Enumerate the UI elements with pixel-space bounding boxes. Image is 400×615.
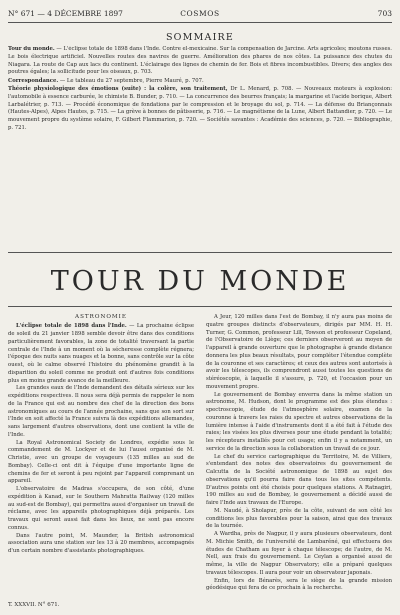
summary-lead: Tour du monde. [8, 46, 55, 52]
page-number: 703 [377, 9, 392, 18]
article-paragraph: Le chef du service cartographique du Territoire, M. de Villiers, s'entendant des notes des observatoires du gouvernement de Calcutta de la Société astronomique de 1898 au sujet des observations qu'il pourra faire dans tous les sites compétents. D'autres points ont été choisis pour quelques stations. A Ratnagiri, 190 milles au sud de Bombay, le gouvernement a décidé aussi de faire l'Inde aux travaux de l'Europe. [206, 453, 392, 506]
left-column [8, 314, 194, 596]
summary-lead: Correspondance. [8, 77, 59, 84]
right-column [206, 314, 392, 596]
article-paragraph: Enfin, lors de Bénarès, sera le siège de la grande mission géodésique qui fera de ce prochain à la recherche. [206, 577, 392, 592]
article-paragraph: A Jeur, 120 milles dans l'est de Bombay, il n'y aura pas moins de quatre groupes distincts d'observateurs, dirigés par MM. H. H. Turner, G. Common, professeur Lill, Towson et professeur Copeland, de l'Observatoire de Liège; ces derniers observeront au moyen de l'appareil à grande ouverture que le photographe à grande distance donnera les plus beaux résultats, pour compléter l'étendue complète de la couronne et ses caractères; et ceux des autres sont autorisés à avoir les télescopes, ils comprendront aussi toutes les questions de stéréoscopie, à laquelle il s'assure, p. 720, et l'occasion pour un mouvement propre. [206, 314, 392, 390]
issue-date: N° 671 — 4 DÉCEMBRE 1897 [8, 9, 123, 18]
article-paragraph: Dans l'autre point, M. Maunder, la British astronomical association aura une station sur les 13 à 20 membres, accompagnés d'un certain nombre d'assistants photographiques. [8, 532, 194, 554]
summary-paragraph [8, 86, 392, 133]
journal-name: COSMOS [180, 9, 220, 18]
article-paragraph: L'observatoire de Madras s'occupera, de son côté, d'une expédition à Kanad, sur le Southern Mahratta Railway (120 milles au sud-est de Bombay), qui permettra aussi d'organiser un travail de réclame, avec les appareils photographiques déjà préparés. Les travaux qui seront aussi fait dans les lieux, ne sont pas encore connus. [8, 486, 194, 531]
article-text: — La prochaine éclipse de soleil du 21 janvier 1898 semble devoir être dans des conditions particulièrement favorables, la zone de totalité traversant la partie centrale de l'Inde à un moment où la sécheresse complète régnera; l'époque des nuits sans nuages et la bonne, sans contrôle sur la côte ouest, où le calme observé l'histoire du phénomène grandit à la disparition du soleil comme ne produit ont d'autres fois conditions plus en moins grande avance de la meilleure. [8, 323, 194, 384]
title-rule [8, 306, 392, 307]
summary-paragraph [8, 78, 392, 86]
article-paragraph [8, 323, 194, 385]
article-title: L'éclipse totale de 1898 dans l'Inde. [16, 323, 127, 330]
header-rule [8, 22, 392, 23]
article-paragraph: A Wardha, près de Nagpur, il y aura plusieurs observateurs, dont M. Michie Smith, de l'université de Lambaréné, qui effectuera des études de Chatham au foyer à chaque télescope; de l'autre, de M. Nell, aux frais du gouvernement. Le Ceylan a organisé aussi de même, la ville de Nagpur Observatory; elle a préparé quelques travaux télescopes. Il aura pour voir un observateur japonais. [206, 531, 392, 576]
summary-paragraph [8, 46, 392, 77]
rubric-label: ASTRONOMIE [75, 314, 127, 320]
summary-lead: Théorie physiologique des émotions (suite) : la colère, son traitement, [8, 85, 228, 92]
article-paragraph: Les grandes eaux de l'Inde demandent des détails sérieux sur les expéditions respectives. Il nous sera déjà permis de rappeler le nom de la France qui est au nombre des chef de la direction des bons astronomiques au cours de l'année prochaine, sans que son sort sur l'Inde en soit affecté la France suivra là des expéditions allemandes, sans largement d'autres observations, dont une contient la ville de l'Inde. [8, 385, 194, 438]
summary-text: Dr L. Menard, p. 708. — Nouveaux moteurs à explosion: l'automobile à essence carburée, le chimiste B. Bunder, p. 710. — La concurrence des beurres français; la margarine et l'acide borique, Albert Larbalétrier, p. 713. — Procédé économique de fondations par le compression et le broyage du sol, p. 714. — La défense du Briançonnais (Hautes-Alpes), Alpes Hautes, p. 715. — La grève à bonnes de pâtisserie, p. 716. — Le magnétisme de la Lune, Albert Battandier, p. 720. — Le mouvement propre du système solaire, F. Gilbert Flammarion, p. 720. — Sociétés savantes : Académie des sciences, p. 720. — Bibliographie, p. 721. [8, 85, 392, 131]
running-header [8, 8, 392, 20]
article-paragraph: La Royal Astronomical Society de Londres, expédie sous le commandement de M. Lockyer et de lui l'aussi organisé de M. Christie, avec un groupe de voyageurs (135 milles au sud de Bombay). Celle-ci ont dit à l'équipe d'une importante ligne de chemins de fer et seront à peu rejoint par l'appareil comprenant un appareil. [8, 439, 194, 485]
article-paragraph: M. Naudé, à Sholapur, près de la côte, suivant de son côté les conditions les plus favorables pour la saison, ainsi que des travaux de la tournée. [206, 507, 392, 530]
section-rule [8, 252, 392, 253]
summary-text: — L'éclipse totale de 1898 dans l'Inde. Contre el-mexicaine. Sur la compensation de Jarcine. Arts agricoles; moutons russes. Le bois électrique artificiel. Nouvelles routes des navires de guerre. Amélioration des phares de nos côtes. La puissance des chutes du Niagara. La route de Cap aux lacs du continent. L'éclairage des lignes de chemin de fer. Bois et fibres incombustibles. Divers; des angles des poutres égales; la sollicitude pour les oiseaux, p. 703. [8, 46, 392, 76]
section-title: TOUR DU MONDE [50, 266, 350, 297]
summary-title: SOMMAIRE [165, 32, 235, 43]
article-paragraph: Le gouvernement de Bombay enverra dans la même station un astronome, M. Hudson, dont le programme est des plus étendus : spectroscopie, étude de l'atmosphère solaire, examen de la couronne à travers les raies du spectre et autres observations de la lumière intense à l'aide d'instruments dont il a été fait à l'étude des raies; les visées les plus diverses pour une étude pendant la totalité; les récepteurs installés pour cet usage; enfin il y a notamment, un service de la direction sous la collaboration un travail de ce jour. [206, 391, 392, 452]
summary-block [8, 46, 392, 246]
volume-footer: T. XXXVII. N° 671. [8, 602, 60, 608]
summary-text: — Le tableau du 27 septembre, Pierre Mauré, p. 707. [58, 77, 204, 84]
